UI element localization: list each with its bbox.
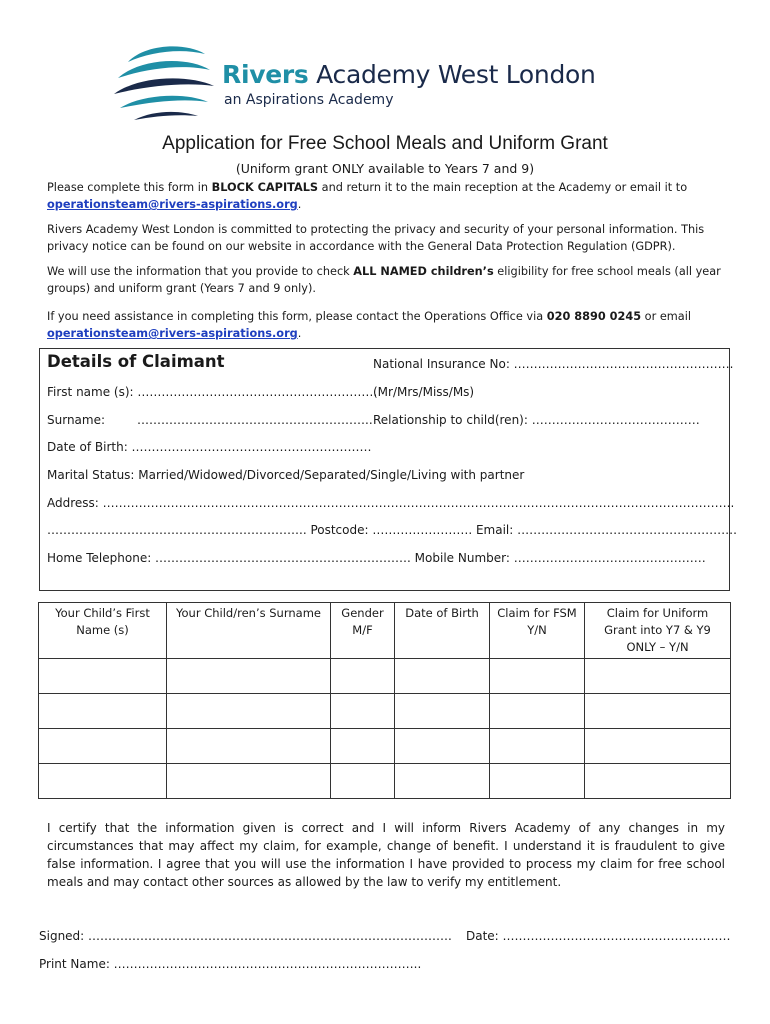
col-gender: Gender M/F (331, 603, 395, 659)
telephone-field[interactable]: Home Telephone: ………………………………………………………. Mobile Number: ………………………………………… (47, 551, 706, 565)
address-field[interactable]: Address: ………………………………………………………………………………………………………………………………………….. (47, 496, 735, 510)
col-dob: Date of Birth (395, 603, 490, 659)
table-row (39, 729, 731, 764)
eligibility-paragraph: We will use the information that you provide to check ALL NAMED children’s eligibility for free school meals (all year groups) and uniform grant (Years 7 and 9 only). (47, 265, 721, 295)
school-subtitle: an Aspirations Academy (224, 92, 394, 108)
postcode-email-field[interactable]: ……………………………………………………….. Postcode: ……………………. Email: ………………………………………………. (47, 523, 737, 537)
assistance-paragraph: If you need assistance in completing this form, please contact the Operations Office via 020 8890 0245 or email operationsteam@rivers-aspirations.org. (47, 310, 691, 340)
relationship-field[interactable]: Relationship to child(ren): …………………………………… (373, 413, 700, 427)
email-link-2[interactable]: operationsteam@rivers-aspirations.org (47, 327, 298, 340)
print-name-field[interactable]: Print Name: ………………………………………………………………….. (39, 957, 422, 971)
date-field[interactable]: Date: ………………………………………………… (466, 929, 731, 943)
page-title: Application for Free School Meals and Uniform Grant (162, 133, 608, 154)
dob-field[interactable]: Date of Birth: …………………………………………………… (47, 440, 372, 454)
signed-field[interactable]: Signed: ………………………………………………………………………………. (39, 929, 452, 943)
title-options: (Mr/Mrs/Miss/Ms) (373, 385, 475, 399)
school-name: Rivers Academy West London (222, 60, 596, 89)
table-row (39, 694, 731, 729)
marital-status-field[interactable]: Marital Status: Married/Widowed/Divorced/Separated/Single/Living with partner (47, 468, 525, 482)
first-name-field[interactable]: First name (s): …………………………………………………… (47, 385, 378, 399)
academy-logo-icon (110, 42, 220, 132)
page-subtitle: (Uniform grant ONLY available to Years 7 and 9) (235, 161, 535, 176)
col-surname: Your Child/ren’s Surname (167, 603, 331, 659)
col-uniform-grant: Claim for Uniform Grant into Y7 & Y9 ONLY – Y/N (585, 603, 731, 659)
col-first-name: Your Child’s First Name (s) (39, 603, 167, 659)
table-row (39, 659, 731, 694)
certification-statement: I certify that the information given is correct and I will inform Rivers Academy of any changes in my circumstances that may affect my claim, for example, change of benefit. I understand it is fraudulent to give false information. I agree that you will use the information I have provided to process my claim for free school meals and may contact other sources as allowed by the law to verify my entitlement. (47, 821, 725, 889)
surname-field[interactable]: ………………………………………………….. (137, 413, 373, 427)
surname-label: Surname: (47, 413, 106, 427)
table-row (39, 764, 731, 799)
privacy-paragraph: Rivers Academy West London is committed to protecting the privacy and security of your personal information. This privacy notice can be found on our website in accordance with the General Data Protection Regulation (GDPR). (47, 223, 705, 253)
col-fsm: Claim for FSM Y/N (490, 603, 585, 659)
instructions-paragraph: Please complete this form in BLOCK CAPITALS and return it to the main reception at the Academy or email it to operationsteam@rivers-aspirations.org. (47, 181, 688, 211)
email-link[interactable]: operationsteam@rivers-aspirations.org (47, 198, 298, 211)
children-table (38, 602, 731, 799)
ni-number-field[interactable]: National Insurance No: ………………………………………………. (373, 357, 734, 371)
claimant-heading: Details of Claimant (47, 352, 225, 371)
